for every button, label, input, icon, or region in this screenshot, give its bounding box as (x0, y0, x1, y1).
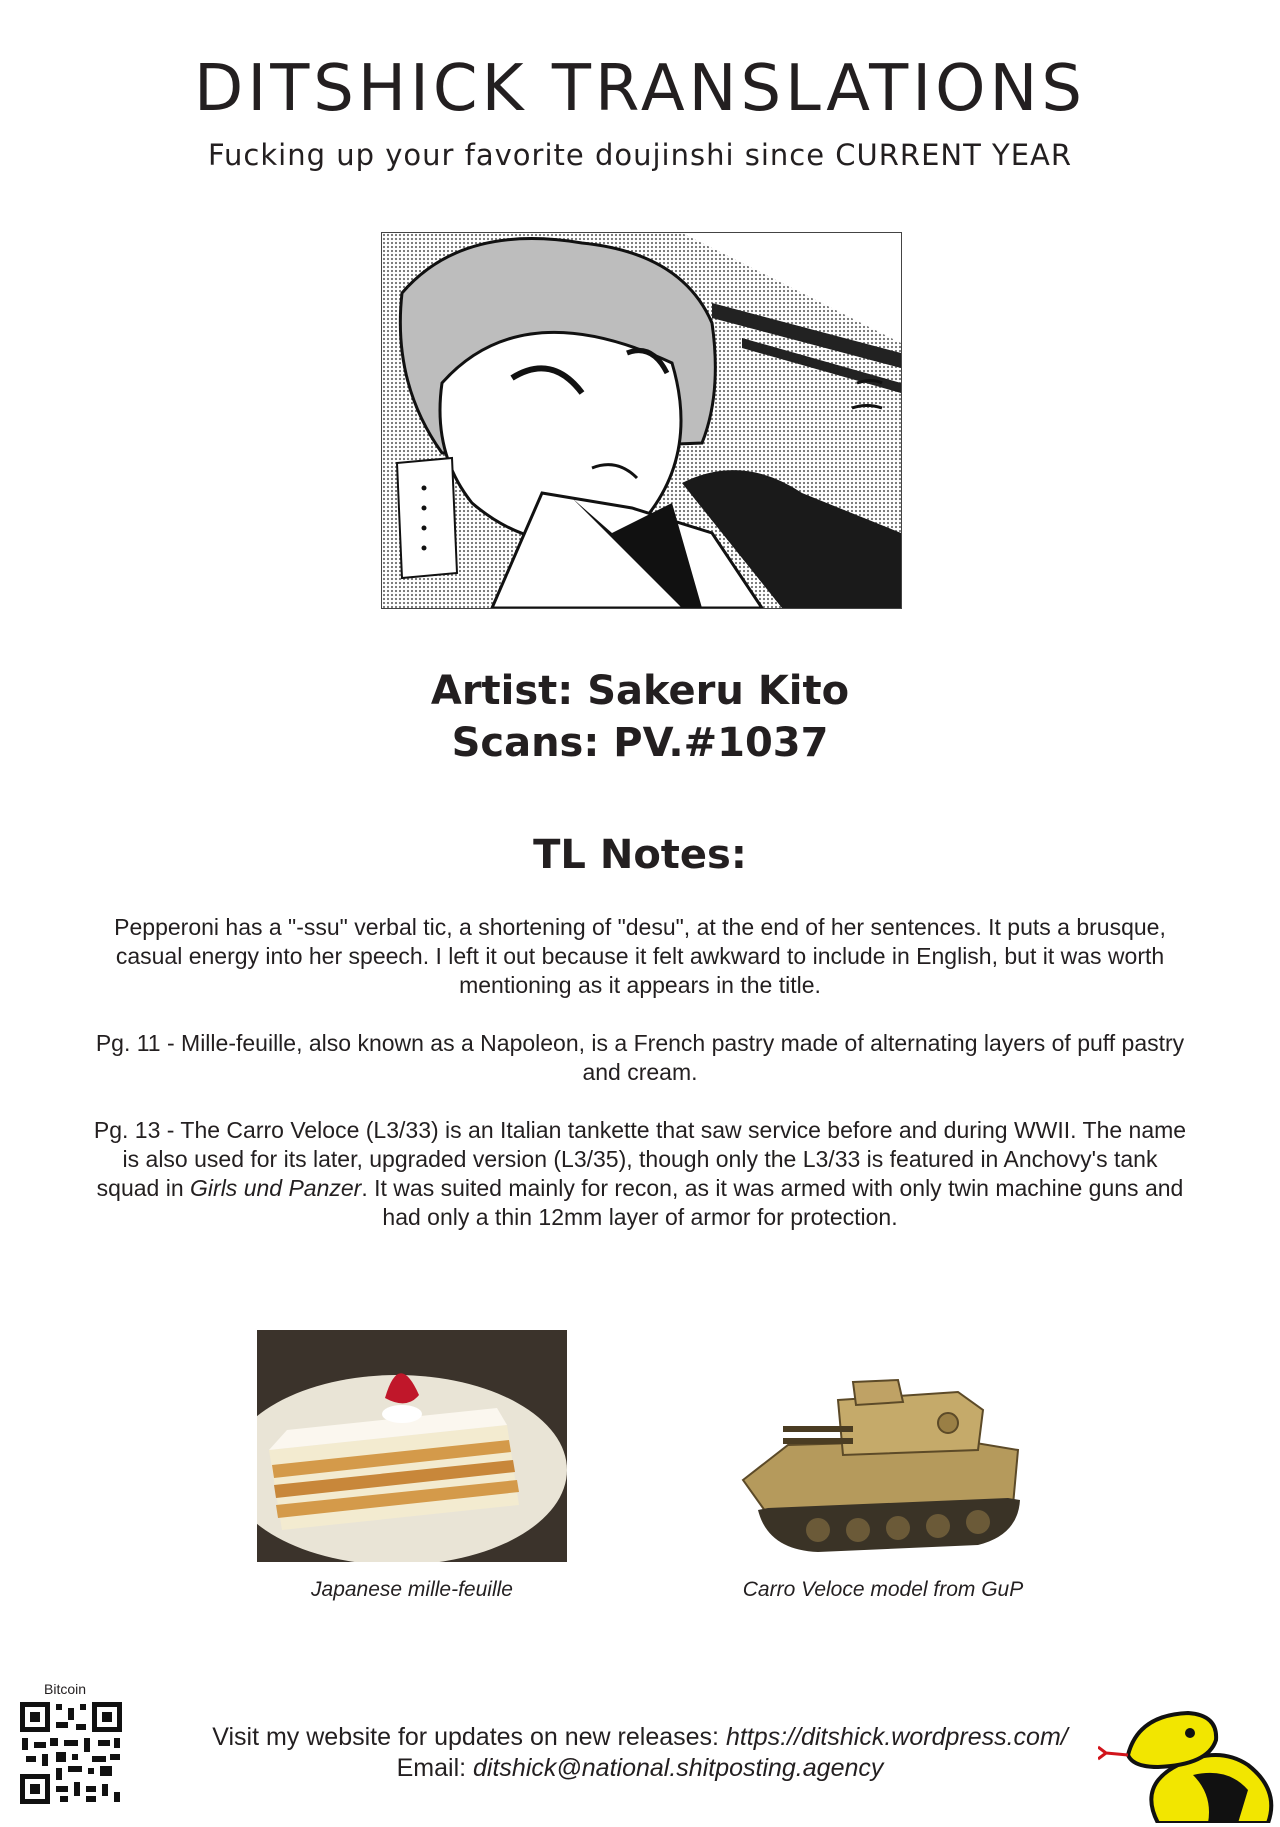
carro-veloce-photo (728, 1330, 1038, 1562)
website-prefix: Visit my website for updates on new releases: (212, 1723, 726, 1751)
tl-notes (90, 913, 1190, 1261)
email-line (0, 1753, 1280, 1784)
scans-credit: Scans: PV.#1037 (451, 720, 829, 766)
bitcoin-label: Bitcoin (44, 1681, 87, 1697)
artist-credit: Artist: Sakeru Kito (430, 668, 850, 714)
cover-illustration (381, 232, 902, 609)
footer (0, 1722, 1280, 1784)
note-mille-feuille: Pg. 11 - Mille-feuille, also known as a Napoleon, is a French pastry made of alternating layers of puff pastry and cream. (95, 1030, 1185, 1085)
email-prefix: Email: (396, 1754, 474, 1782)
website-line (0, 1722, 1280, 1753)
snake-mascot-icon (1098, 1695, 1280, 1823)
site-title: DITSHICK TRANSLATIONS (194, 52, 1086, 126)
note-ssu: Pepperoni has a "-ssu" verbal tic, a shortening of "desu", at the end of her sentences. It puts a brusque, casual energy into her speech. I left it out because it felt awkward to include in English, but it was worth mentioning as it appears in the title. (114, 914, 1166, 998)
series-title: Girls und Panzer (190, 1175, 362, 1201)
website-link[interactable]: https://ditshick.wordpress.com/ (725, 1723, 1068, 1751)
notes-heading: TL Notes: (533, 832, 747, 878)
site-tagline: Fucking up your favorite doujinshi since CURRENT YEAR (207, 138, 1073, 172)
cake-caption: Japanese mille-feuille (311, 1578, 513, 1601)
mille-feuille-photo (257, 1330, 567, 1562)
note-carro-veloce (90, 1116, 1190, 1232)
note-carro-veloce-text-end: . It was suited mainly for recon, as it was armed with only twin machine guns and had only a thin 12mm layer of armor for protection. (361, 1175, 1184, 1230)
tank-caption: Carro Veloce model from GuP (742, 1578, 1024, 1601)
note-carro-veloce-text: Pg. 13 - The Carro Veloce (L3/33) is an Italian tankette that saw service before and during WWII. The name is also used for its later, upgraded version (L3/35), though only the L3/33 is featured in Anchovy's tank squad in (93, 1117, 1187, 1201)
credits (0, 665, 1280, 769)
email-link[interactable]: ditshick@national.shitposting.agency (473, 1754, 884, 1782)
